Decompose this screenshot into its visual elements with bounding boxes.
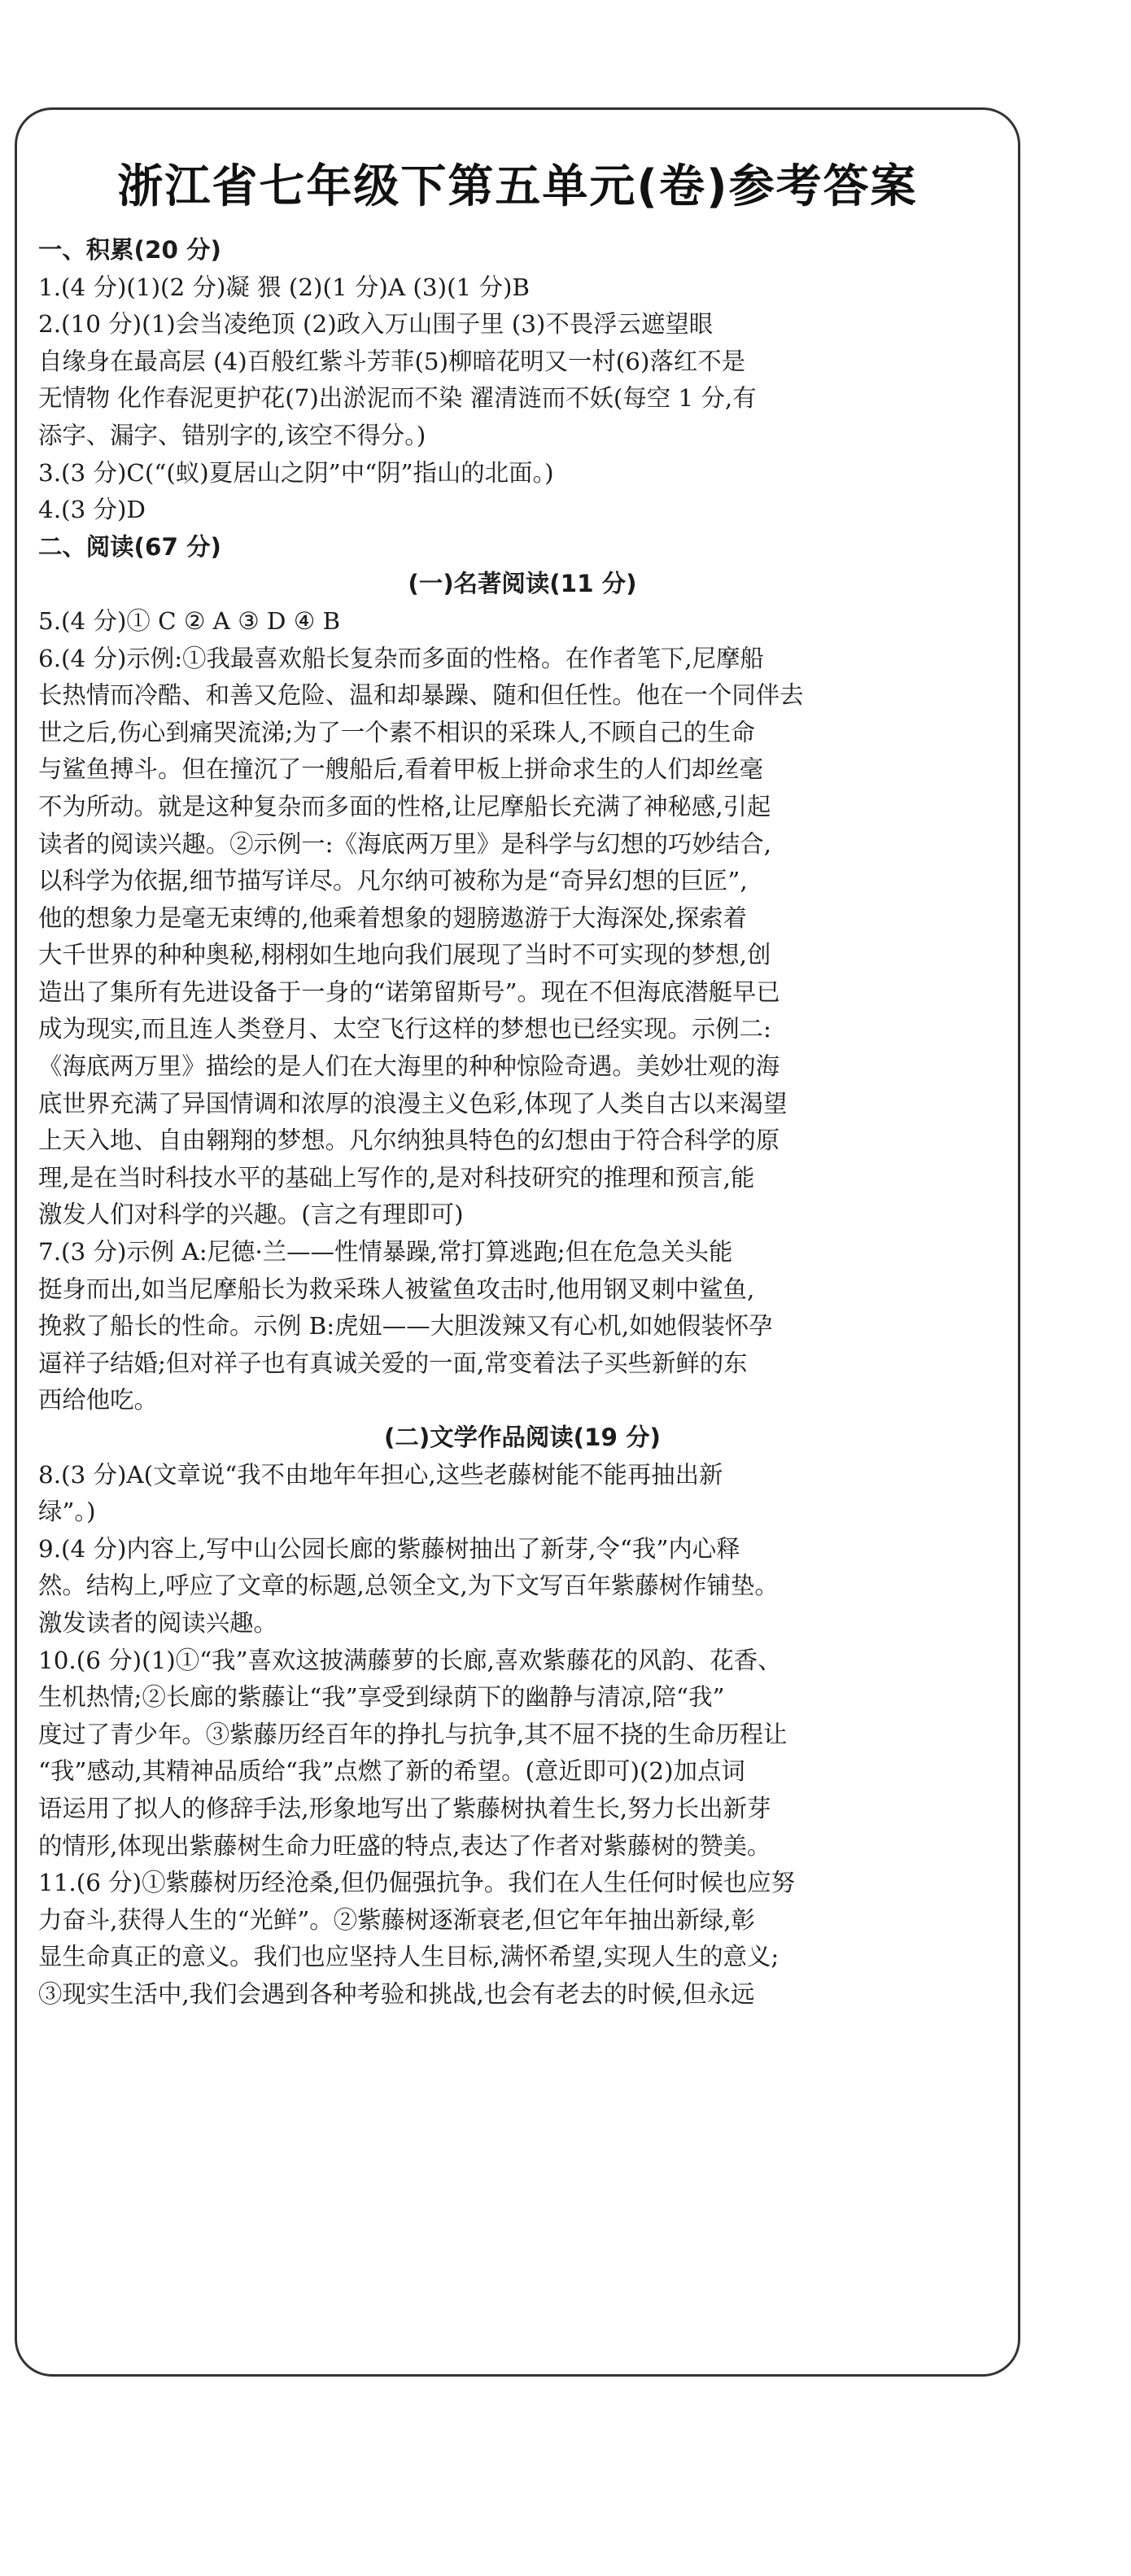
answer-line: 激发读者的阅读兴趣。	[38, 1608, 277, 1637]
answer-line: 5.(4 分)① C ② A ③ D ④ B	[38, 606, 341, 635]
answer-line: 挺身而出,如当尼摩船长为救采珠人被鲨鱼攻击时,他用钢叉刺中鲨鱼,	[38, 1275, 755, 1303]
answer-line: 添字、漏字、错别字的,该空不得分。)	[38, 421, 426, 449]
answer-line: 生机热情;②长廊的紫藤让“我”享受到绿荫下的幽静与清凉,陪“我”	[38, 1683, 725, 1712]
answer-line: 成为现实,而且连人类登月、太空飞行这样的梦想也已经实现。示例二:	[38, 1015, 771, 1043]
answer-line: 无情物 化作春泥更护花(7)出淤泥而不染 濯清涟而不妖(每空 1 分,有	[38, 384, 757, 413]
answer-text	[38, 232, 1007, 2014]
answer-line: 底世界充满了异国情调和浓厚的浪漫主义色彩,体现了人类自古以来渴望	[38, 1089, 788, 1117]
section-heading: 二、阅读(67 分)	[38, 532, 221, 561]
answer-line: 《海底两万里》描绘的是人们在大海里的种种惊险奇遇。美妙壮观的海	[38, 1052, 780, 1081]
answer-line: 7.(3 分)示例 A:尼德·兰——性情暴躁,常打算逃跑;但在危急关头能	[38, 1238, 733, 1266]
answer-line: 激发人们对科学的兴趣。(言之有理即可)	[38, 1201, 464, 1229]
answer-line: 4.(3 分)D	[38, 496, 146, 524]
section-heading: 一、积累(20 分)	[38, 236, 221, 264]
answer-line: ③现实生活中,我们会遇到各种考验和挑战,也会有老去的时候,但永远	[38, 1979, 755, 2008]
answer-line: 自缘身在最高层 (4)百般红紫斗芳菲(5)柳暗花明又一村(6)落红不是	[38, 347, 746, 375]
answer-line: “我”感动,其精神品质给“我”点燃了新的希望。(意近即可)(2)加点词	[38, 1757, 745, 1786]
answer-line: 长热情而冷酷、和善又危险、温和却暴躁、随和但任性。他在一个同伴去	[38, 681, 804, 710]
answer-line: 1.(4 分)(1)(2 分)凝 猥 (2)(1 分)A (3)(1 分)B	[38, 273, 531, 301]
answer-line: 显生命真正的意义。我们也应坚持人生目标,满怀希望,实现人生的意义;	[38, 1943, 779, 1971]
answer-line: 度过了青少年。③紫藤历经百年的挣扎与抗争,其不屈不挠的生命历程让	[38, 1720, 788, 1748]
answer-line: 以科学为依据,细节描写详尽。凡尔纳可被称为是“奇异幻想的巨匠”,	[38, 867, 748, 895]
answer-line: 8.(3 分)A(文章说“我不由地年年担心,这些老藤树能不能再抽出新	[38, 1460, 723, 1489]
answer-line: 上天入地、自由翱翔的梦想。凡尔纳独具特色的幻想由于符合科学的原	[38, 1126, 780, 1155]
answer-line: 9.(4 分)内容上,写中山公园长廊的紫藤树抽出了新芽,令“我”内心释	[38, 1534, 740, 1563]
answer-line: 西给他吃。	[38, 1386, 158, 1415]
answer-line: 挽救了船长的性命。示例 B:虎妞——大胆泼辣又有心机,如她假装怀孕	[38, 1312, 773, 1340]
answer-line: 绿”。)	[38, 1498, 96, 1526]
section-heading: (二)文学作品阅读(19 分)	[384, 1424, 661, 1451]
answer-line: 11.(6 分)①紫藤树历经沧桑,但仍倔强抗争。我们在人生任何时候也应努	[38, 1869, 795, 1897]
answer-line: 的情形,体现出紫藤树生命力旺盛的特点,表达了作者对紫藤树的赞美。	[38, 1831, 771, 1860]
answer-line: 他的想象力是毫无束缚的,他乘着想象的翅膀遨游于大海深处,探索着	[38, 903, 748, 932]
answer-line: 力奋斗,获得人生的“光鲜”。②紫藤树逐渐衰老,但它年年抽出新绿,彰	[38, 1905, 756, 1934]
answer-line: 理,是在当时科技水平的基础上写作的,是对科技研究的推理和预言,能	[38, 1163, 755, 1192]
page-title: 浙江省七年级下第五单元(卷)参考答案	[117, 160, 918, 213]
answer-line: 2.(10 分)(1)会当凌绝顶 (2)政入万山围子里 (3)不畏浮云遮望眼	[38, 310, 714, 339]
answer-line: 3.(3 分)C(“(蚁)夏居山之阴”中“阴”指山的北面。)	[38, 458, 554, 487]
answer-line: 大千世界的种种奥秘,栩栩如生地向我们展现了当时不可实现的梦想,创	[38, 941, 771, 969]
answer-line: 然。结构上,呼应了文章的标题,总领全文,为下文写百年紫藤树作铺垫。	[38, 1572, 779, 1600]
answer-line: 语运用了拟人的修辞手法,形象地写出了紫藤树执着生长,努力长出新芽	[38, 1794, 771, 1822]
answer-line: 10.(6 分)(1)①“我”喜欢这披满藤萝的长廊,喜欢紫藤花的风韵、花香、	[38, 1646, 782, 1674]
answer-box	[15, 107, 1020, 2377]
answer-line: 6.(4 分)示例:①我最喜欢船长复杂而多面的性格。在作者笔下,尼摩船	[38, 644, 764, 672]
answer-line: 造出了集所有先进设备于一身的“诺第留斯号”。现在不但海底潜艇早已	[38, 977, 780, 1006]
answer-line: 与鲨鱼搏斗。但在撞沉了一艘船后,看着甲板上拼命求生的人们却丝毫	[38, 755, 764, 784]
section-heading: (一)名著阅读(11 分)	[408, 570, 637, 598]
answer-line: 世之后,伤心到痛哭流涕;为了一个素不相识的采珠人,不顾自己的生命	[38, 718, 755, 746]
answer-line: 读者的阅读兴趣。②示例一:《海底两万里》是科学与幻想的巧妙结合,	[38, 829, 771, 858]
answer-line: 不为所动。就是这种复杂而多面的性格,让尼摩船长充满了神秘感,引起	[38, 792, 771, 820]
answer-line: 逼祥子结婚;但对祥子也有真诚关爱的一面,常变着法子买些新鲜的东	[38, 1349, 748, 1377]
